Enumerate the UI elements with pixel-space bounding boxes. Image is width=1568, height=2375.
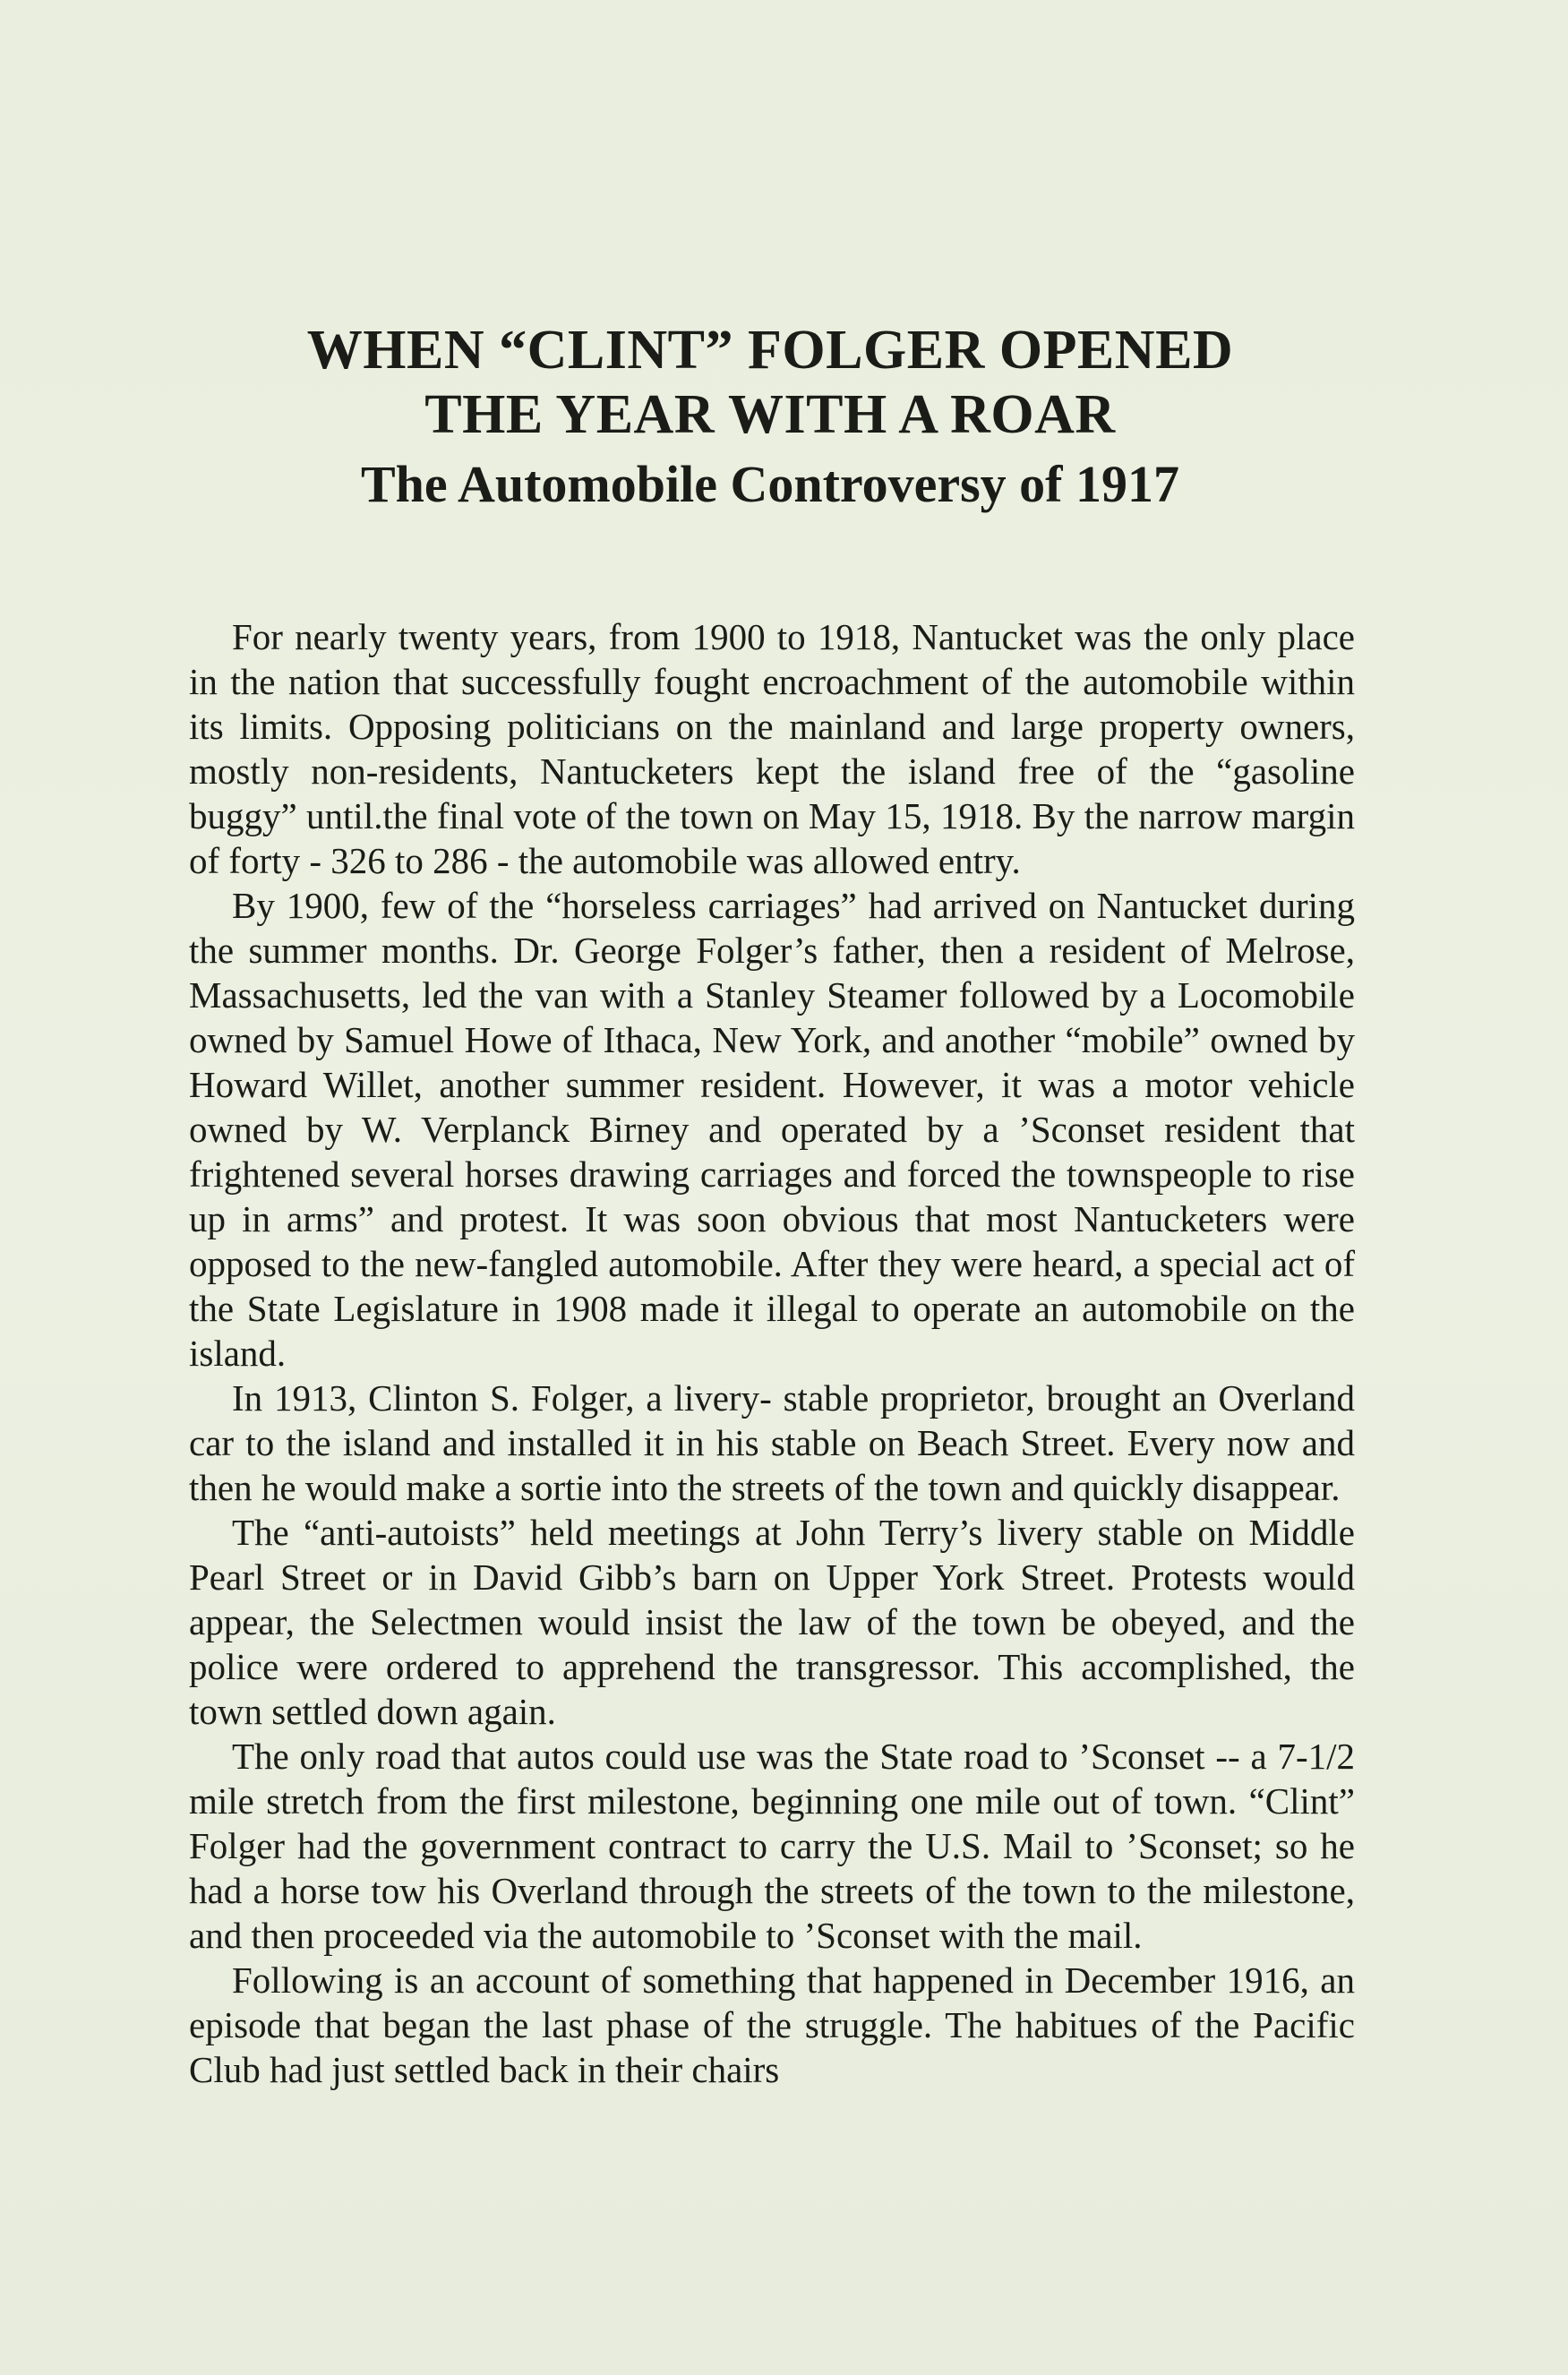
- paragraph: By 1900, few of the “horseless carriages” had arrived on Nantucket during the summer months. Dr. George Folger’s father, then a resident of Melrose, Massachusetts, led the van with a Stanley Steamer followed by a Locomobile owned by Samuel Howe of Ithaca, New York, and another “mobile” owned by Howard Willet, another summer resident. However, it was a motor vehicle owned by W. Verplanck Birney and operated by a ’Sconset resident that frightened several horses drawing carriages and forced the townspeople to rise up in arms” and protest. It was soon obvious that most Nantucketers were opposed to the new-fangled automobile. After they were heard, a special act of the State Legislature in 1908 made it illegal to operate an automobile on the island.: [189, 885, 1355, 1374]
- paragraph: For nearly twenty years, from 1900 to 1918, Nantucket was the only place in the nation that successfully fought encroachment of the automobile within its limits. Opposing politicians on the mainland and large property owners, mostly non-residents, Nantucketers kept the island free of the “gasoline buggy” until.the final vote of the town on May 15, 1918. By the narrow margin of forty - 326 to 286 - the automobile was allowed entry.: [189, 616, 1355, 881]
- paragraph: The only road that autos could use was the State road to ’Sconset -- a 7-1/2 mile stretch from the first milestone, beginning one mile out of town. “Clint” Folger had the government contract to carry the U.S. Mail to ’Sconset; so he had a horse tow his Overland through the streets of the town to the milestone, and then proceeded via the automobile to ’Sconset with the mail.: [189, 1736, 1355, 1956]
- article-subtitle: The Automobile Controversy of 1917: [360, 455, 1179, 513]
- paragraph: Following is an account of something that happened in December 1916, an episode that began the last phase of the struggle. The habitues of the Pacific Club had just settled back in their chairs: [189, 1959, 1355, 2090]
- paragraph: The “anti-autoists” held meetings at John Terry’s livery stable on Middle Pearl Street or in David Gibb’s barn on Upper York Street. Protests would appear, the Selectmen would insist the law of the town be obeyed, and the police were ordered to apprehend the transgressor. This accomplished, the town settled down again.: [189, 1512, 1355, 1732]
- paragraph: In 1913, Clinton S. Folger, a livery- stable proprietor, brought an Overland car to the island and installed it in his stable on Beach Street. Every now and then he would make a sortie into the streets of the town and quickly disappear.: [189, 1377, 1355, 1508]
- article-title-line-1: WHEN “CLINT” FOLGER OPENED: [306, 320, 1234, 381]
- article-body: [189, 614, 1355, 2092]
- article-title-line-2: THE YEAR WITH A ROAR: [424, 384, 1116, 445]
- article-header: [188, 318, 1352, 520]
